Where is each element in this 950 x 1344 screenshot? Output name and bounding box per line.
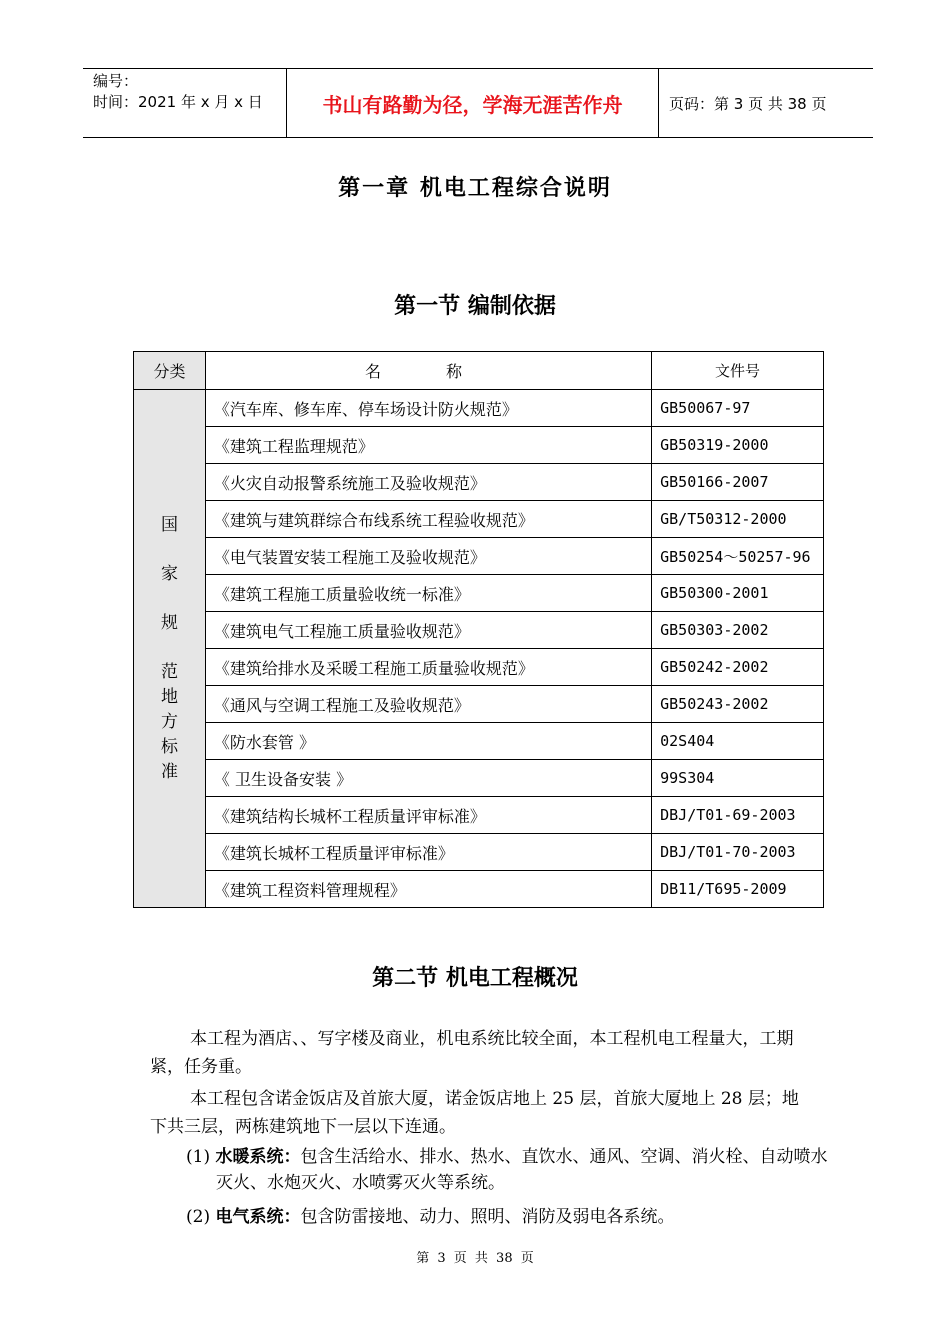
category-char: 国 <box>160 514 178 535</box>
document-date-label: 时间：2021 年 x 月 x 日 <box>93 93 263 111</box>
item-number: (1) <box>186 1147 216 1167</box>
standard-code: GB50243-2002 <box>652 686 824 723</box>
standard-code: GB50254～50257-96 <box>652 538 824 575</box>
standards-table <box>133 351 824 908</box>
overview-paragraph: 本工程为酒店、、写字楼及商业，机电系统比较全面，本工程机电工程量大，工期紧，任务重。 <box>150 1029 794 1077</box>
standard-name: 《建筑结构长城杯工程质量评审标准》 <box>205 797 651 834</box>
table-row <box>134 797 824 834</box>
category-char: 标 <box>160 736 178 757</box>
standard-name: 《建筑工程监理规范》 <box>205 427 651 464</box>
table-row <box>134 501 824 538</box>
list-item-hvac <box>186 1144 840 1196</box>
table-row <box>134 760 824 797</box>
standard-name: 《建筑与建筑群综合布线系统工程验收规范》 <box>205 501 651 538</box>
page-footer: 第 3 页 共 38 页 <box>416 1251 534 1266</box>
section-title-basis: 第一节 编制依据 <box>394 294 556 319</box>
item-label: 电气系统： <box>215 1207 301 1227</box>
standard-code: GB50242-2002 <box>652 649 824 686</box>
category-char: 家 <box>160 563 178 584</box>
standard-code: GB50166-2007 <box>652 464 824 501</box>
standard-name: 《电气装置安装工程施工及验收规范》 <box>205 538 651 575</box>
table-row <box>134 575 824 612</box>
standard-code: GB/T50312-2000 <box>652 501 824 538</box>
standard-code: GB50319-2000 <box>652 427 824 464</box>
table-row <box>134 723 824 760</box>
page-header <box>83 68 873 138</box>
table-row <box>134 427 824 464</box>
category-char: 规 <box>160 612 178 633</box>
category-char: 范 <box>160 661 178 682</box>
table-row <box>134 390 824 427</box>
table-row <box>134 538 824 575</box>
standard-name: 《建筑给排水及采暖工程施工质量验收规范》 <box>205 649 651 686</box>
standard-name: 《建筑电气工程施工质量验收规范》 <box>205 612 651 649</box>
table-row <box>134 686 824 723</box>
item-number: (2) <box>186 1207 216 1227</box>
chapter-title: 第一章 机电工程综合说明 <box>338 176 612 201</box>
standard-code: 02S404 <box>652 723 824 760</box>
section-title-overview: 第二节 机电工程概况 <box>372 966 578 991</box>
standard-code: DBJ/T01-70-2003 <box>652 834 824 871</box>
standard-code: 99S304 <box>652 760 824 797</box>
standard-code: GB50067-97 <box>652 390 824 427</box>
table-row <box>134 834 824 871</box>
list-item-electrical <box>186 1204 840 1230</box>
standard-name: 《汽车库、修车库、停车场设计防火规范》 <box>205 390 651 427</box>
document-number-label: 编号： <box>93 72 139 90</box>
table-row <box>134 464 824 501</box>
table-row <box>134 649 824 686</box>
standard-name: 《建筑工程资料管理规程》 <box>205 871 651 908</box>
standard-name: 《建筑工程施工质量验收统一标准》 <box>205 575 651 612</box>
category-cell <box>134 390 206 908</box>
header-category: 分类 <box>134 352 206 390</box>
standard-code: GB50303-2002 <box>652 612 824 649</box>
standard-name: 《通风与空调工程施工及验收规范》 <box>205 686 651 723</box>
standard-name: 《防水套管 》 <box>205 723 651 760</box>
header-meta <box>83 69 286 137</box>
standard-name: 《建筑长城杯工程质量评审标准》 <box>205 834 651 871</box>
header-page-number: 页码：第 3 页 共 38 页 <box>669 94 827 113</box>
table-header-row <box>134 352 824 390</box>
header-name: 名 称 <box>205 352 651 390</box>
header-file-number: 文件号 <box>652 352 824 390</box>
header-motto: 书山有路勤为径，学海无涯苦作舟 <box>286 69 659 137</box>
standard-code: DBJ/T01-69-2003 <box>652 797 824 834</box>
item-text: 包含生活给水、排水、热水、直饮水、通风、空调、消火栓、自动喷水灭火、水炮灭火、水喷雾灭火等系统。 <box>216 1147 828 1193</box>
category-char: 地 <box>160 686 178 707</box>
buildings-paragraph: 本工程包含诺金饭店及首旅大厦，诺金饭店地上 25 层，首旅大厦地上 28 层；地下共三层，两栋建筑地下一层以下连通。 <box>150 1089 799 1137</box>
table-row <box>134 871 824 908</box>
table-row <box>134 612 824 649</box>
category-char: 准 <box>160 761 178 782</box>
standard-code: GB50300-2001 <box>652 575 824 612</box>
item-text: 包含防雷接地、动力、照明、消防及弱电各系统。 <box>300 1207 675 1227</box>
standard-name: 《火灾自动报警系统施工及验收规范》 <box>205 464 651 501</box>
item-label: 水暖系统： <box>215 1147 301 1167</box>
category-char: 方 <box>160 711 178 732</box>
standard-code: DB11/T695-2009 <box>652 871 824 908</box>
standard-name: 《 卫生设备安装 》 <box>205 760 651 797</box>
